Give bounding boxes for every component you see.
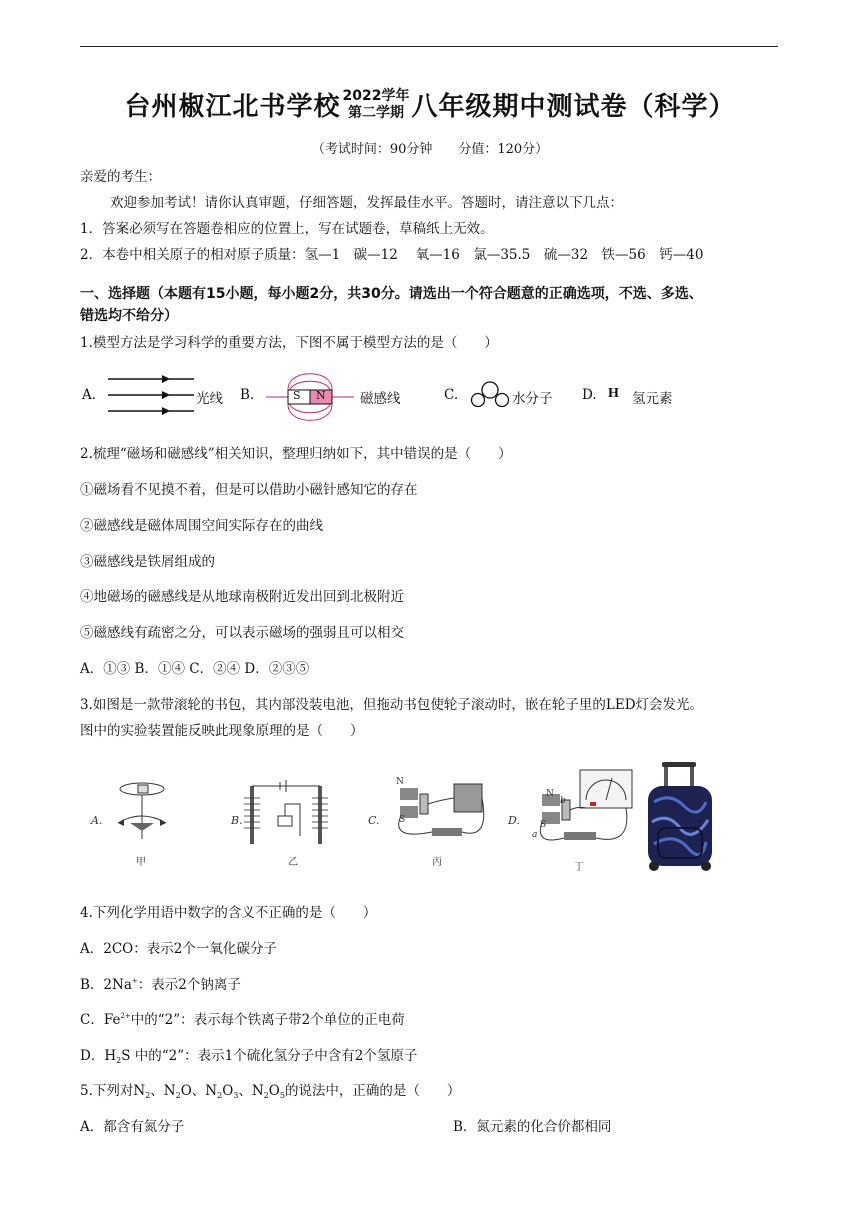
term-year: 2022学年 [342, 87, 410, 104]
magnet-n-label: N [316, 389, 326, 402]
rule-2: 2．本卷中相关原子的相对原子质量：氢—1 碳—12 氧—16 氯—35.5 硫—32 铁—56 钙—40 [80, 247, 704, 263]
q5-option-b: B．氮元素的化合价都相同 [453, 1119, 612, 1135]
term-semester: 第二学期 [348, 104, 404, 121]
q2-stem: 2.梳理“磁场和磁感线”相关知识，整理归纳如下，其中错误的是（ ） [80, 446, 512, 462]
section-heading-1: 一、选择题（本题有15小题，每小题2分，共30分。请选出一个符合题意的正确选项，不选、多选、 [80, 286, 703, 302]
rule-1: 1．答案必须写在答题卷相应的位置上，写在试题卷，草稿纸上无效。 [80, 221, 494, 237]
apparatus-a-name: 甲 [136, 857, 146, 868]
apparatus-a-caption: A. [91, 814, 103, 827]
q2-statement-4: ④地磁场的磁感线是从地球南极附近发出回到北极附近 [80, 589, 404, 605]
school-name: 台州椒江北书学校 [124, 92, 341, 122]
q4-option-c: C．$Fe^{2+}$中的“2”：表示每个铁离子带2个单位的正电荷 [80, 1012, 405, 1028]
q2-statement-2: ②磁感线是磁体周围空间实际存在的曲线 [80, 518, 323, 534]
q3-stem-line-2: 图中的实验装置能反映此现象原理的是（ ） [80, 723, 364, 739]
apparatus-d-name: 丁 [574, 862, 584, 873]
q1-option-b-label: B. [240, 387, 255, 403]
top-rule [80, 46, 778, 47]
q1-option-c-text: 水分子 [512, 391, 553, 407]
q4-option-a: A．2CO：表示2个一氧化碳分子 [80, 941, 277, 957]
light-rays-figure [106, 375, 198, 417]
q2-statement-3: ③磁感线是铁屑组成的 [80, 554, 215, 570]
q1-option-d-label: D. [582, 387, 597, 403]
exam-title [0, 86, 860, 123]
q2-statement-5: ⑤磁感线有疏密之分，可以表示磁场的强弱且可以相交 [80, 625, 404, 641]
apparatus-c-s-label: S [399, 815, 406, 825]
apparatus-b-name: 乙 [288, 857, 298, 868]
q1-option-a-label: A. [82, 387, 97, 403]
magnet-s-label: S [293, 389, 301, 402]
q3-stem-line-1: 3.如图是一款带滚轮的书包，其内部没装电池，但拖动书包使轮子滚动时，嵌在轮子里的LED灯会发光。 [80, 697, 704, 713]
q4-option-d: D．$H_2S$ 中的“2”：表示1个硫化氢分子中含有2个氢原子 [80, 1048, 418, 1065]
q1-option-b-text: 磁感线 [360, 391, 401, 407]
apparatus-b-caption: B. [231, 814, 243, 827]
water-molecule-figure [470, 380, 510, 410]
q4-option-b: B．2Na+：表示2个钠离子 [80, 977, 241, 993]
q2-options: A．①③ B．①④ C．②④ D．②③⑤ [80, 661, 310, 677]
welcome-text: 欢迎参加考试！请你认真审题，仔细答题，发挥最佳水平。答题时，请注意以下几点： [110, 195, 623, 211]
term-stack [343, 88, 410, 122]
apparatus-d-caption: D. [508, 814, 520, 827]
q1-option-a-text: 光线 [196, 391, 223, 407]
q5-option-a: A．都含有氮分子 [80, 1119, 185, 1135]
exam-info: （考试时间：90分钟 分值：120分） [311, 142, 549, 157]
magnetic-field-lines-figure [262, 372, 358, 422]
q5-stem: 5.下列对$N_2$、$N_2O$、$N_2O_3$、$N_2O_5$的说法中，正确的是（ ） [80, 1083, 461, 1100]
q1-option-d-text: 氢元素 [632, 391, 673, 407]
apparatus-c-name: 丙 [432, 857, 442, 868]
apparatus-a-figure [100, 775, 210, 853]
apparatus-b-figure [240, 776, 340, 856]
section-heading-2: 错选均不给分） [80, 308, 178, 324]
apparatus-c-n-label: N [396, 777, 404, 787]
apparatus-d-a-label: a [532, 830, 538, 840]
hydrogen-symbol: H [608, 386, 619, 401]
exam-name: 八年级期中测试卷（科学） [411, 92, 736, 122]
apparatus-d-s-label: S [540, 820, 547, 830]
apparatus-d-figure [520, 766, 638, 858]
q1-stem: 1.模型方法是学习科学的重要方法，下图不属于模型方法的是（ ） [80, 335, 498, 351]
apparatus-d-n-label: N [546, 789, 554, 799]
greeting: 亲爱的考生： [80, 169, 161, 185]
apparatus-c-caption: C. [368, 814, 380, 827]
apparatus-d-b-label: b [560, 796, 566, 806]
rolling-backpack-image [640, 762, 720, 872]
q1-option-c-label: C. [444, 387, 459, 403]
q2-statement-1: ①磁场看不见摸不着，但是可以借助小磁针感知它的存在 [80, 482, 418, 498]
q4-stem: 4.下列化学用语中数字的含义不正确的是（ ） [80, 905, 377, 921]
